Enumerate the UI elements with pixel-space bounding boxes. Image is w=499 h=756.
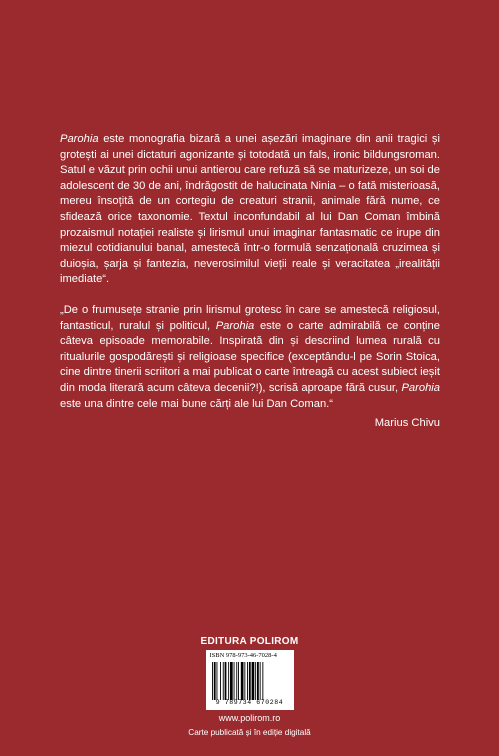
text-run: este o carte admirabilă ce conține câteva episoade memorabile. Inspirată din și descriind lumea rurală cu ritualurile gospodărești și religioase specifice (exceptându-l pe Sorin Stoica, cine dintre tinerii scriitori a mai publicat o carte întreagă cu acest subiect ieșit din moda literară acum câteva decenii?!), scrisă aproape fără cusur, — [60, 319, 440, 394]
publisher-name: EDITURA POLIROM — [200, 636, 299, 647]
text-run: „De o frumusețe stranie prin lirismul grotesc în care se amestecă religiosul, fantasticul, ruralul și politicul, — [60, 303, 440, 332]
barcode-bars — [212, 662, 288, 700]
book-title-italic: Parohia — [60, 133, 99, 145]
digital-edition-note: Carte publicată și în ediție digitală — [188, 728, 311, 737]
text-run: este monografia bizară a unei așezări imaginare din anii tragici și grotești ai unei dictaturi agonizante și totodată un fals, ironic bildungsroman. Satul e văzut prin ochii unui antierou care refuză să se maturizeze, un soi de adolescent de 30 de ani, îndrăgostit de halucinata Ninia – o fată misterioasă, mereu însoțită de un cortegiu de creaturi stranii, animale fără nume, ce sfidează orice taxonomie. Textul inconfundabil al lui Dan Coman îmbină prozaismul notației realiste și lirismul unui imaginar fantasmatic ce irupe din miezul cotidianului banal, amestecă într-o formulă senzațională cruzimea și duioșia, șarja și fantezia, neverosimilul vieții reale și veracitatea „irealității imediate“. — [60, 133, 440, 286]
barcode-bar — [240, 662, 243, 700]
barcode-bar — [216, 662, 217, 700]
barcode-bar — [212, 662, 213, 700]
quote-author: Marius Chivu — [374, 417, 440, 430]
barcode-bar — [259, 662, 260, 700]
barcode — [206, 650, 294, 710]
blurb-text — [60, 132, 440, 432]
barcode-bar — [233, 662, 234, 700]
barcode-bar — [220, 662, 221, 700]
text-run: este una dintre cele mai bune cărți ale lui Dan Coman.“ — [60, 397, 333, 410]
barcode-bar — [247, 662, 248, 700]
review-quote-paragraph — [60, 303, 440, 412]
barcode-bar — [255, 662, 256, 700]
publisher-footer — [0, 636, 499, 737]
barcode-bar — [222, 662, 223, 700]
ean-number: 9 789734 670284 — [215, 699, 284, 706]
barcode-bar — [224, 662, 226, 700]
barcode-bar — [238, 662, 239, 700]
description-paragraph — [60, 132, 440, 288]
barcode-bar — [244, 662, 245, 700]
barcode-bar — [262, 662, 263, 700]
isbn-text: ISBN 978-973-46-7028-4 — [209, 652, 277, 659]
book-title-italic: Parohia — [215, 319, 255, 332]
barcode-bar — [213, 662, 215, 700]
barcode-bar — [230, 662, 233, 700]
barcode-bar — [228, 662, 229, 700]
publisher-url: www.polirom.ro — [218, 713, 281, 723]
book-title-italic: Parohia — [401, 381, 440, 394]
barcode-bar — [248, 662, 250, 700]
barcode-bar — [257, 662, 259, 700]
barcode-bar — [251, 662, 254, 700]
barcode-bar — [236, 662, 237, 700]
